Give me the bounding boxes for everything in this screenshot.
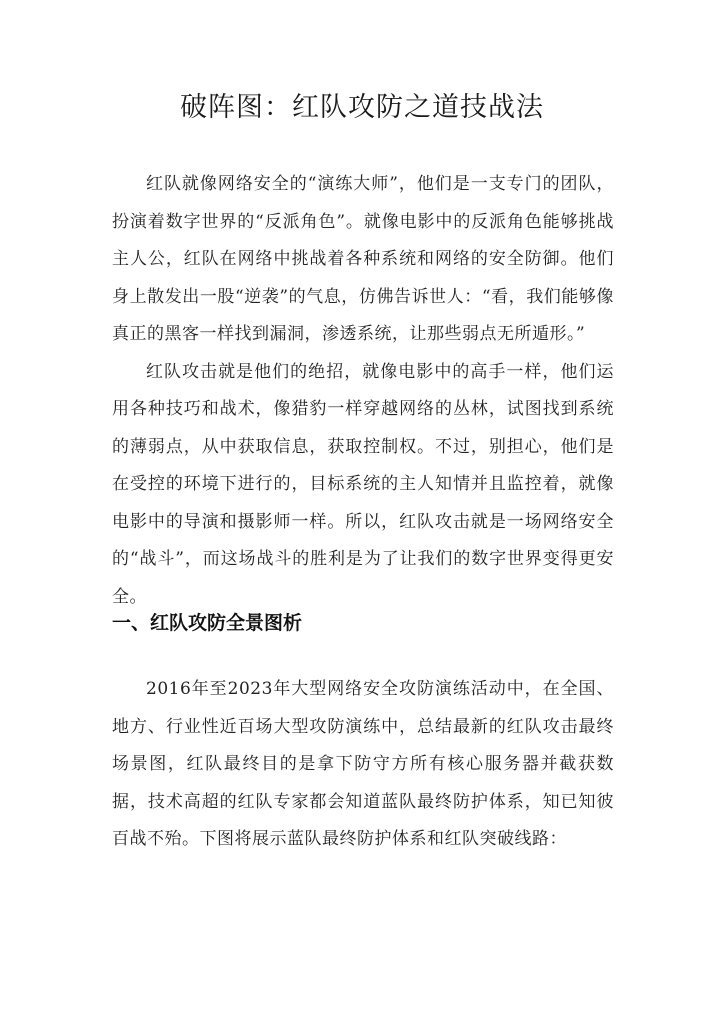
intro-paragraph-1: 红队就像网络安全的“演练大师”，他们是一支专门的团队，扮演着数字世界的“反派角色”。就像电影中的反派角色能够挑战主人公，红队在网络中挑战着各种系统和网络的安全防御。他们身上散发出一股“逆袭”的气息，仿佛告诉世人：“看，我们能够像真正的黑客一样找到漏洞，渗透系统，让那些弱点无所遁形。” xyxy=(112,174,614,344)
document-title: 破阵图：红队攻防之道技战法 xyxy=(180,92,544,123)
section-1-body xyxy=(112,671,614,859)
intro-section xyxy=(112,166,614,616)
intro-paragraph-2: 红队攻击就是他们的绝招，就像电影中的高手一样，他们运用各种技巧和战术，像猎豹一样穿越网络的丛林，试图找到系统的薄弱点，从中获取信息，获取控制权。不过，别担心，他们是在受控的环境下进行的，目标系统的主人知情并且监控着，就像电影中的导演和摄影师一样。所以，红队攻击就是一场网络安全的“战斗”，而这场战斗的胜利是为了让我们的数字世界变得更安全。 xyxy=(112,361,614,607)
section-heading-1: 一、红队攻防全景图析 xyxy=(112,612,303,634)
section-1-paragraph: 2016年至2023年大型网络安全攻防演练活动中，在全国、地方、行业性近百场大型攻防演练中，总结最新的红队攻击最终场景图，红队最终目的是拿下防守方所有核心服务器并截获数据，技术高超的红队专家都会知道蓝队最终防护体系，知已知彼百战不殆。下图将展示蓝队最终防护体系和红队突破线路： xyxy=(112,679,614,849)
